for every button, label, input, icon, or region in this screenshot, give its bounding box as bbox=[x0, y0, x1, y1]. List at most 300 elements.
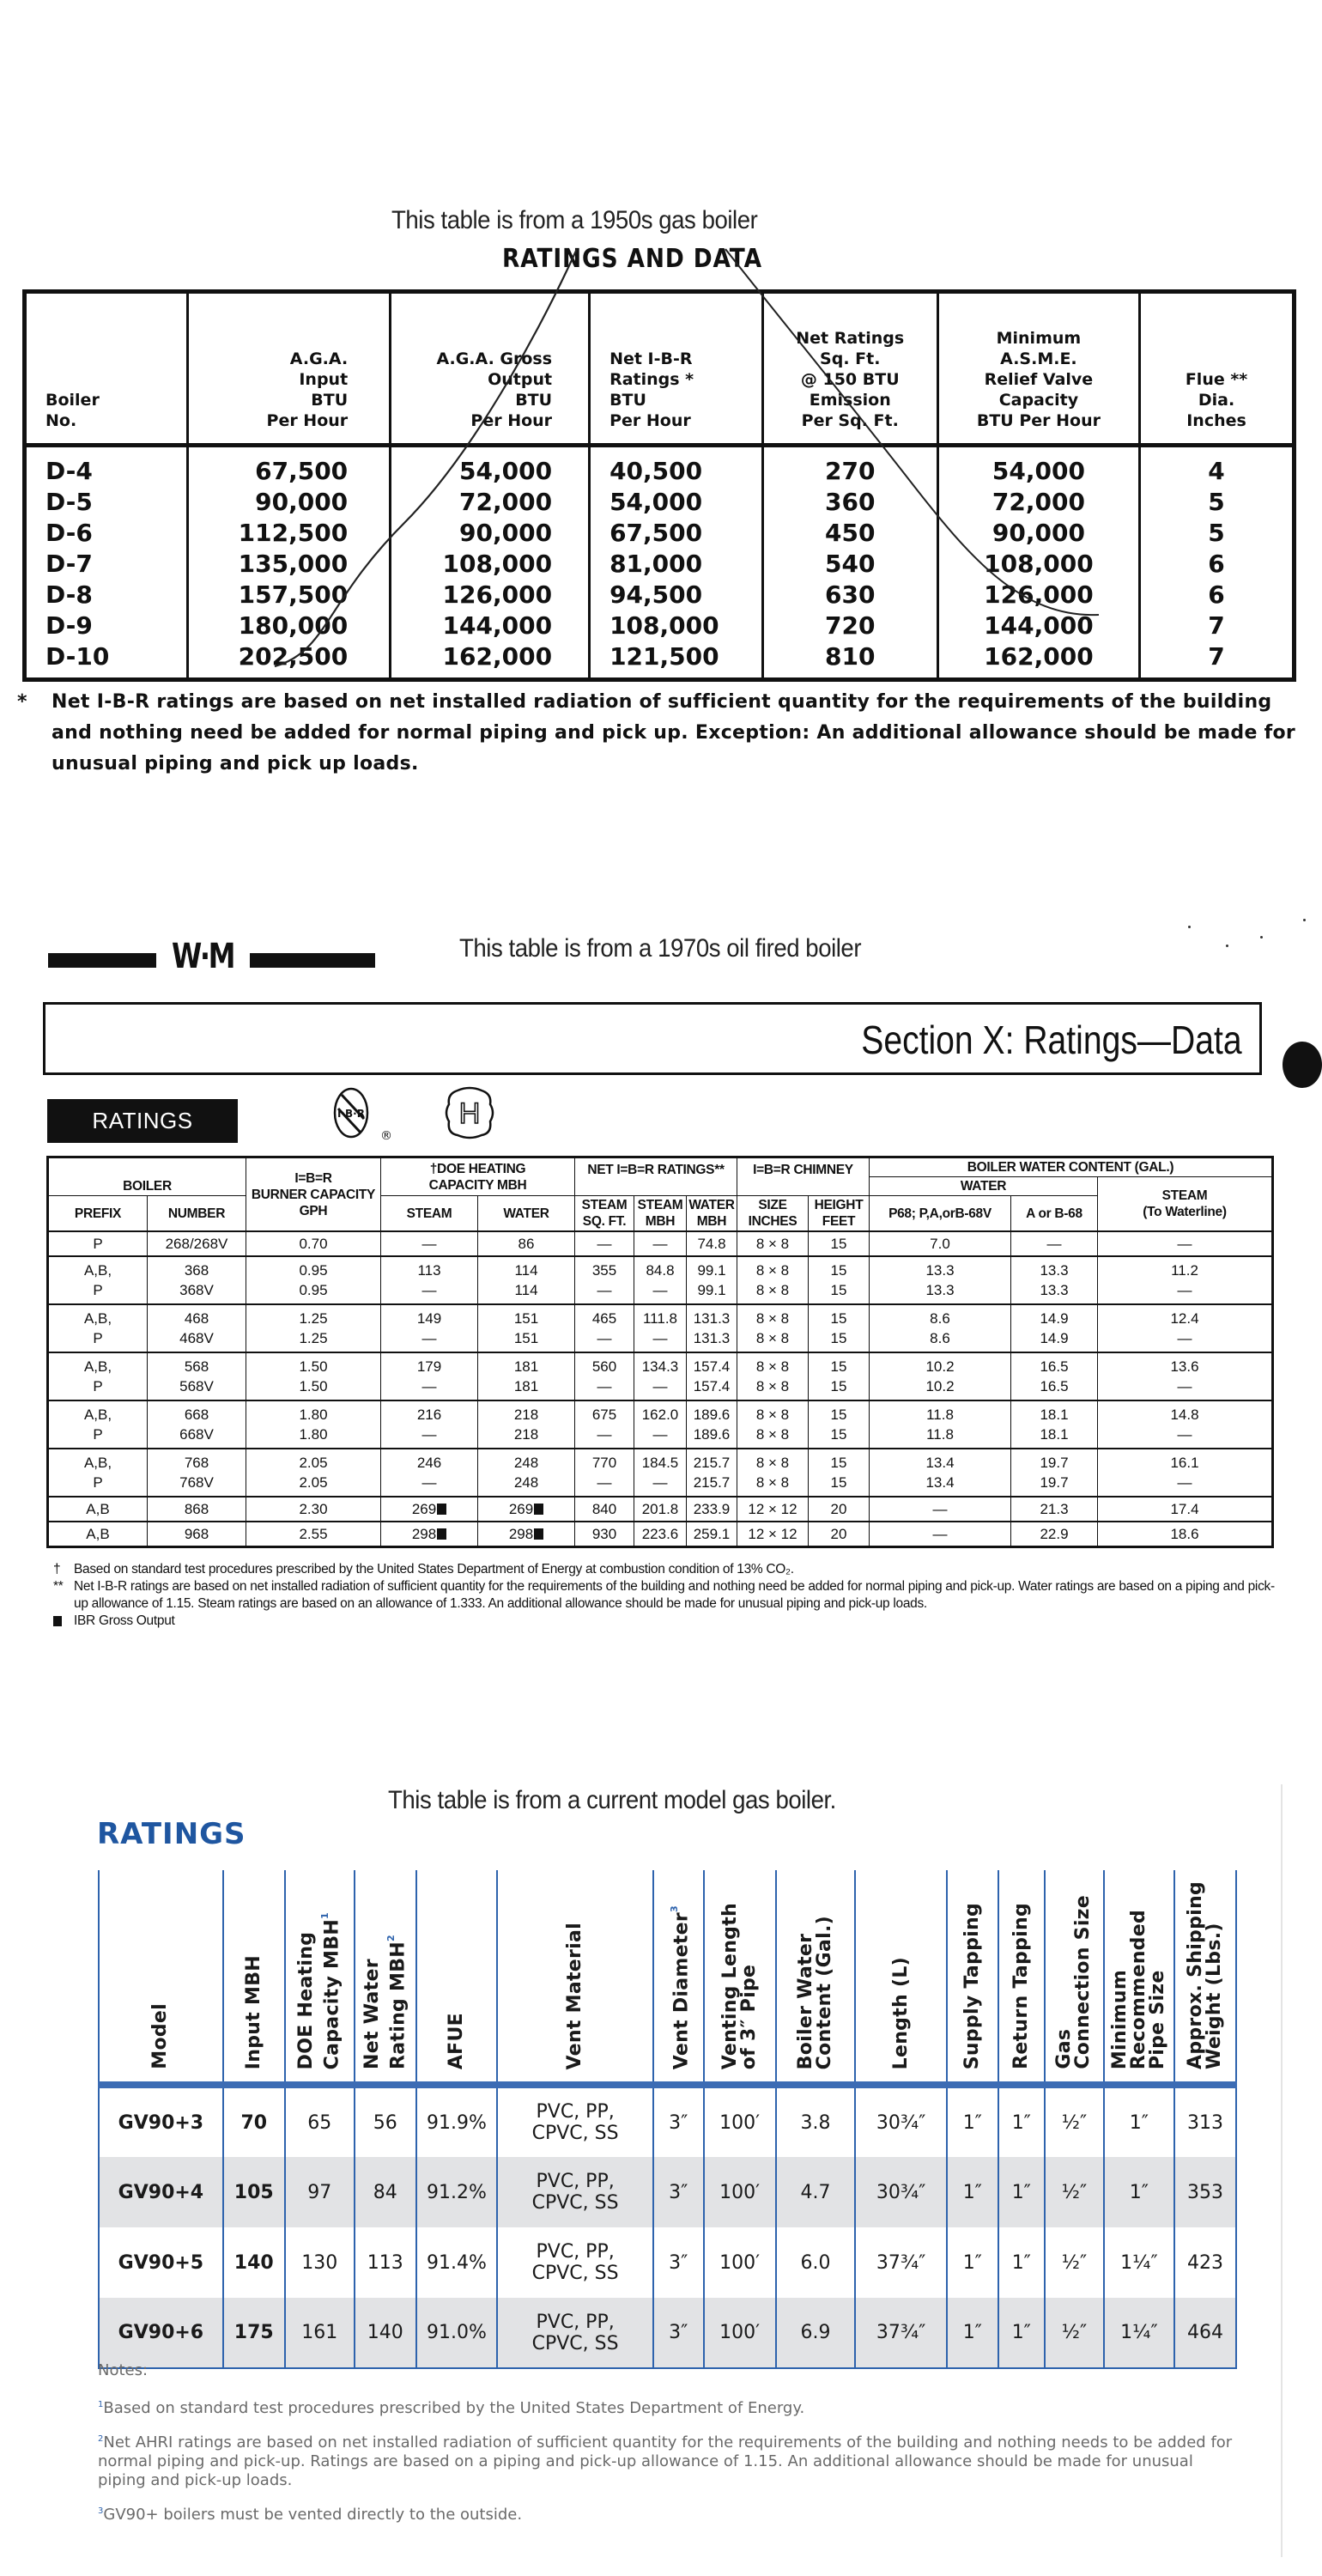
cell-value: 298 bbox=[480, 1524, 573, 1544]
table-cell: 100′ bbox=[704, 2085, 776, 2157]
header-chimney: I=B=R CHIMNEY bbox=[737, 1157, 870, 1196]
cell-prefix bbox=[48, 1449, 148, 1497]
cell-w-p68 bbox=[870, 1449, 1011, 1497]
cell-value: 8 × 8 bbox=[755, 1455, 790, 1471]
header-net-water-mbh bbox=[687, 1196, 737, 1232]
cell-w-p68 bbox=[870, 1522, 1011, 1547]
cell-value: 126,000 bbox=[984, 580, 1094, 609]
cell-gph bbox=[246, 1231, 381, 1256]
cell-net-steam bbox=[634, 1352, 687, 1400]
header-line: @ 150 BTU bbox=[800, 370, 900, 389]
table-cell: ½″ bbox=[1045, 2157, 1104, 2227]
cell-value: 99.1 bbox=[697, 1262, 726, 1279]
header-line: Per Sq. Ft. bbox=[801, 411, 899, 430]
table-cell bbox=[497, 2157, 653, 2227]
header-line: A.G.A. Gross bbox=[436, 349, 553, 368]
cell-net-sqft bbox=[575, 1256, 634, 1304]
cell-steam-wl bbox=[1098, 1256, 1273, 1304]
cell-value: D-8 bbox=[45, 580, 93, 609]
table-cell: 91.2% bbox=[416, 2157, 497, 2227]
note: $^2$Net AHRI ratings are based on net installed radiation of sufficient quantity for the requirements of the building and nothing needs to be added for normal piping and pick-up. Ratings are based on a piping and pick-up allowance of 1.15. An additional allowance should be made for unusual piping and pick-up loads. bbox=[98, 2433, 1233, 2489]
cell-height bbox=[809, 1497, 870, 1522]
cell-value: — bbox=[421, 1236, 437, 1252]
table-cell: 423 bbox=[1174, 2227, 1236, 2298]
cell-w-ab68 bbox=[1011, 1304, 1098, 1352]
cell-gph bbox=[246, 1256, 381, 1304]
cell-number bbox=[148, 1400, 246, 1449]
cell-number bbox=[148, 1497, 246, 1522]
cell-value: 6 bbox=[1208, 550, 1225, 578]
cell-doe-steam bbox=[381, 1400, 478, 1449]
table-cell: 1″ bbox=[998, 2298, 1045, 2368]
table-cell: 6.9 bbox=[776, 2298, 855, 2368]
cell-w-p68 bbox=[870, 1497, 1011, 1522]
cell-w-ab68 bbox=[1011, 1231, 1098, 1256]
cell-value: 157.4 bbox=[693, 1378, 731, 1394]
cell-value: 269 bbox=[383, 1499, 476, 1519]
footnote-ref: 3 bbox=[98, 2506, 104, 2516]
cell-value: 84.8 bbox=[646, 1262, 675, 1279]
cell-doe-water bbox=[478, 1231, 575, 1256]
cell-prefix bbox=[48, 1497, 148, 1522]
cell-value: 81,000 bbox=[609, 550, 703, 578]
column-header bbox=[776, 1870, 855, 2085]
cell-value: 181 bbox=[513, 1378, 539, 1394]
footnote-marker: ** bbox=[53, 1579, 64, 1594]
cell-doe-water bbox=[478, 1352, 575, 1400]
header-number: NUMBER bbox=[148, 1196, 246, 1232]
cell-value: 157.4 bbox=[693, 1358, 731, 1375]
cell-value: 114 bbox=[514, 1262, 538, 1279]
cell-value: 12 × 12 bbox=[748, 1526, 797, 1542]
header-water-p68: P68; P,A,orB-68V bbox=[870, 1196, 1011, 1232]
cell-value: 13.3 bbox=[1040, 1262, 1069, 1279]
cell-value: — bbox=[932, 1501, 948, 1517]
table-cell: 30¾″ bbox=[855, 2085, 947, 2157]
cell-value: 189.6 bbox=[693, 1426, 731, 1443]
cell-net-sqft bbox=[575, 1304, 634, 1352]
cell-value: 108,000 bbox=[442, 550, 553, 578]
header-line: BTU Per Hour bbox=[976, 411, 1101, 430]
cell-value: 8 × 8 bbox=[755, 1282, 790, 1298]
footnote bbox=[53, 1561, 1281, 1578]
header-prefix: PREFIX bbox=[48, 1196, 148, 1232]
header-line: Sq. Ft. bbox=[820, 349, 881, 368]
header-chimney-size bbox=[737, 1196, 809, 1232]
header-line: Inches bbox=[1186, 411, 1246, 430]
ratings-and-data-title: RATINGS AND DATA bbox=[502, 244, 762, 274]
cell-net-water bbox=[687, 1400, 737, 1449]
cell-value: 67,500 bbox=[255, 457, 349, 485]
header-net-steam-sqft bbox=[575, 1196, 634, 1232]
note: $^1$Based on standard test procedures prescribed by the United States Department of Energy. bbox=[98, 2399, 805, 2417]
table-cell bbox=[497, 2085, 653, 2157]
cell-line: CPVC, SS bbox=[531, 2123, 619, 2144]
header-line: Net I-B-R bbox=[609, 349, 693, 368]
table-cell: 161 bbox=[285, 2298, 355, 2368]
cell-net-sqft bbox=[575, 1352, 634, 1400]
cell-value: 112,500 bbox=[238, 519, 349, 547]
cell-prefix bbox=[48, 1352, 148, 1400]
table-cell: 6.0 bbox=[776, 2227, 855, 2298]
table-cell: 37¾″ bbox=[855, 2227, 947, 2298]
table-row bbox=[99, 2085, 1236, 2157]
cell-net-steam bbox=[634, 1304, 687, 1352]
column-header bbox=[1140, 292, 1295, 446]
cell-size bbox=[737, 1522, 809, 1547]
cell-value: 15 bbox=[830, 1455, 847, 1471]
table-cell: 1″ bbox=[998, 2227, 1045, 2298]
notes-header: Notes: bbox=[98, 2361, 149, 2379]
header-line: No. bbox=[45, 411, 77, 430]
scan-speck bbox=[1188, 926, 1191, 928]
cell-value: 16.5 bbox=[1040, 1378, 1069, 1394]
header-net-steam-mbh bbox=[634, 1196, 687, 1232]
cell-value: — bbox=[597, 1236, 612, 1252]
header-chimney-height bbox=[809, 1196, 870, 1232]
cell-w-p68 bbox=[870, 1256, 1011, 1304]
cell-value: 13.3 bbox=[925, 1262, 955, 1279]
cell-net-steam bbox=[634, 1256, 687, 1304]
cell-value: 134.3 bbox=[641, 1358, 679, 1375]
header-doe-water: WATER bbox=[478, 1196, 575, 1232]
cell-value: 568V bbox=[179, 1378, 214, 1394]
table-cell: 84 bbox=[355, 2157, 416, 2227]
cell-doe-water bbox=[478, 1304, 575, 1352]
cell-value: 17.4 bbox=[1170, 1501, 1199, 1517]
cell-value: 248 bbox=[513, 1455, 539, 1471]
scan-speck bbox=[1303, 919, 1306, 921]
table-cell: 3″ bbox=[653, 2085, 704, 2157]
ibr-logo-icon bbox=[324, 1086, 378, 1139]
cell-height bbox=[809, 1400, 870, 1449]
cell-value: 0.70 bbox=[299, 1236, 328, 1252]
cell-net-sqft bbox=[575, 1522, 634, 1547]
column-header bbox=[1174, 1870, 1236, 2085]
cell-doe-water bbox=[478, 1497, 575, 1522]
cell-value: 72,000 bbox=[992, 488, 1085, 516]
cell-value: 675 bbox=[591, 1406, 617, 1423]
table-cell: 3″ bbox=[653, 2227, 704, 2298]
cell-net-steam bbox=[634, 1497, 687, 1522]
cell-value: 111.8 bbox=[642, 1310, 678, 1327]
footnote-text: IBR Gross Output bbox=[74, 1613, 175, 1628]
cell-value: 151 bbox=[513, 1310, 539, 1327]
cell-doe-steam bbox=[381, 1352, 478, 1400]
header-line: BURNER CAPACITY bbox=[251, 1187, 376, 1202]
cell-value: 768V bbox=[179, 1474, 214, 1491]
cell-model: GV90+6 bbox=[99, 2298, 223, 2368]
cell-value: 10.2 bbox=[925, 1358, 955, 1375]
cell-steam-wl bbox=[1098, 1304, 1273, 1352]
cell-value: 15 bbox=[830, 1310, 847, 1327]
cell-gph bbox=[246, 1449, 381, 1497]
ratings-table-1950s bbox=[22, 289, 1296, 682]
header-doe-steam: STEAM bbox=[381, 1196, 478, 1232]
header-line: Emission bbox=[809, 391, 891, 410]
cell-value: 223.6 bbox=[641, 1526, 679, 1542]
cell-doe-steam bbox=[381, 1231, 478, 1256]
cell-value: 90,000 bbox=[992, 519, 1085, 547]
cell-value: 108,000 bbox=[984, 550, 1094, 578]
cell-value: 770 bbox=[591, 1455, 617, 1471]
column-header bbox=[855, 1870, 947, 2085]
table-cell: 91.0% bbox=[416, 2298, 497, 2368]
cell-height bbox=[809, 1352, 870, 1400]
cell-w-p68 bbox=[870, 1304, 1011, 1352]
cell-value: 15 bbox=[830, 1262, 847, 1279]
cell-value: P bbox=[93, 1236, 103, 1252]
cell-prefix bbox=[48, 1522, 148, 1547]
header-net-ibr: NET I=B=R RATINGS** bbox=[575, 1157, 737, 1196]
cell-value: 8 × 8 bbox=[755, 1406, 790, 1423]
cell-value: 12 × 12 bbox=[748, 1501, 797, 1517]
table-cell: ½″ bbox=[1045, 2085, 1104, 2157]
header-line: Ratings * bbox=[609, 370, 694, 389]
cell-net-water bbox=[687, 1352, 737, 1400]
column-cell bbox=[25, 446, 188, 680]
cell-value: P bbox=[93, 1474, 103, 1491]
table-cell: 1″ bbox=[1104, 2085, 1174, 2157]
header-label: Input MBH bbox=[242, 1954, 264, 2069]
cell-size bbox=[737, 1400, 809, 1449]
table-row bbox=[48, 1352, 1273, 1400]
header-label: Length (L) bbox=[889, 1956, 912, 2069]
cell-value: 2.30 bbox=[299, 1501, 328, 1517]
cell-value: A,B, bbox=[83, 1406, 112, 1423]
cell-value: 15 bbox=[830, 1406, 847, 1423]
cell-value: — bbox=[652, 1378, 668, 1394]
ibr-logo-text: I·B·R bbox=[337, 1108, 365, 1120]
cell-value: A,B bbox=[86, 1501, 110, 1517]
cell-value: 14.9 bbox=[1040, 1330, 1069, 1346]
cell-line: PVC, PP, bbox=[536, 2101, 615, 2123]
cell-net-steam bbox=[634, 1400, 687, 1449]
cell-value: 5 bbox=[1208, 488, 1225, 516]
header-label: Minimum Recommended Pipe Size bbox=[1108, 1909, 1168, 2069]
cell-value: 8.6 bbox=[930, 1310, 950, 1327]
cell-value: 202,500 bbox=[238, 642, 349, 671]
table-cell: 1¼″ bbox=[1104, 2227, 1174, 2298]
cell-value: 162.0 bbox=[641, 1406, 679, 1423]
header-rule-left bbox=[48, 953, 156, 968]
table-cell: 3″ bbox=[653, 2298, 704, 2368]
cell-value: 2.05 bbox=[299, 1455, 328, 1471]
cell-value: 13.3 bbox=[1040, 1282, 1069, 1298]
cell-steam-wl bbox=[1098, 1449, 1273, 1497]
cell-steam-wl bbox=[1098, 1497, 1273, 1522]
header-boiler: BOILER bbox=[48, 1157, 246, 1196]
cell-value: 108,000 bbox=[609, 611, 719, 640]
cell-value: 20 bbox=[830, 1526, 847, 1542]
cell-number bbox=[148, 1256, 246, 1304]
cell-doe-steam bbox=[381, 1256, 478, 1304]
cell-value: 768 bbox=[184, 1455, 209, 1471]
cell-value: 40,500 bbox=[609, 457, 703, 485]
header-steam-group bbox=[1098, 1177, 1273, 1232]
cell-height bbox=[809, 1522, 870, 1547]
header-line: Per Hour bbox=[470, 411, 553, 430]
cell-value: — bbox=[652, 1426, 668, 1443]
column-header bbox=[391, 292, 590, 446]
header-label: Venting Length of 3″ Pipe bbox=[719, 1902, 760, 2069]
cell-net-sqft bbox=[575, 1449, 634, 1497]
cell-value: 151 bbox=[513, 1330, 539, 1346]
table-row bbox=[48, 1522, 1273, 1547]
table-header-row bbox=[25, 292, 1295, 446]
cell-value: D-10 bbox=[45, 642, 110, 671]
cell-value: 19.7 bbox=[1040, 1474, 1069, 1491]
column-cell bbox=[391, 446, 590, 680]
cell-value: 360 bbox=[825, 488, 876, 516]
header-line: HEIGHT bbox=[814, 1198, 864, 1212]
cell-value: A,B, bbox=[83, 1358, 112, 1375]
table-cell: 1″ bbox=[1104, 2157, 1174, 2227]
cell-value: 15 bbox=[830, 1358, 847, 1375]
cell-w-p68 bbox=[870, 1352, 1011, 1400]
header-line: SQ. FT. bbox=[582, 1214, 627, 1229]
cell-doe-water bbox=[478, 1522, 575, 1547]
header-label: AFUE bbox=[445, 2012, 467, 2069]
column-header bbox=[223, 1870, 285, 2085]
header-line: BTU bbox=[609, 391, 646, 410]
column-header bbox=[947, 1870, 998, 2085]
cell-value: 668V bbox=[179, 1426, 214, 1443]
cell-value: 1.25 bbox=[299, 1330, 328, 1346]
ratings-table-current bbox=[98, 1870, 1237, 2369]
cell-value: 144,000 bbox=[442, 611, 553, 640]
cell-value: 126,000 bbox=[442, 580, 553, 609]
cell-value: 355 bbox=[591, 1262, 617, 1279]
cell-value: 54,000 bbox=[459, 457, 553, 485]
cell-net-steam bbox=[634, 1522, 687, 1547]
cell-model: GV90+5 bbox=[99, 2227, 223, 2298]
cell-value: 13.4 bbox=[925, 1455, 955, 1471]
section-header-box bbox=[43, 1002, 1262, 1075]
asme-h-stamp-icon bbox=[442, 1085, 497, 1140]
table-cell: 140 bbox=[223, 2227, 285, 2298]
table-cell: 1″ bbox=[947, 2298, 998, 2368]
cell-number bbox=[148, 1449, 246, 1497]
cell-value: — bbox=[652, 1282, 668, 1298]
cell-value: 259.1 bbox=[693, 1526, 731, 1542]
cell-height bbox=[809, 1231, 870, 1256]
table-cell: 4.7 bbox=[776, 2157, 855, 2227]
header-label: Boiler Water Content (Gal.) bbox=[794, 1915, 835, 2069]
cell-value: 368V bbox=[179, 1282, 214, 1298]
cell-value: 5 bbox=[1208, 519, 1225, 547]
table-cell: 1″ bbox=[998, 2085, 1045, 2157]
table-cell: 3″ bbox=[653, 2157, 704, 2227]
footnote-marker bbox=[53, 1616, 62, 1626]
cell-value: 72,000 bbox=[459, 488, 553, 516]
cell-value: — bbox=[1177, 1282, 1192, 1298]
header-label: Vent Material bbox=[564, 1922, 586, 2069]
cell-size bbox=[737, 1497, 809, 1522]
footnote-ref: 2 bbox=[385, 1935, 397, 1941]
cell-value: A,B, bbox=[83, 1455, 112, 1471]
ratings-badge: RATINGS bbox=[47, 1099, 238, 1143]
cell-value: 968 bbox=[184, 1526, 209, 1542]
cell-value: 270 bbox=[825, 457, 876, 485]
cell-value: 560 bbox=[591, 1358, 617, 1375]
cell-gph bbox=[246, 1497, 381, 1522]
table-cell: 1¼″ bbox=[1104, 2298, 1174, 2368]
section-title: Section X: Ratings—Data bbox=[861, 1018, 1242, 1062]
cell-prefix bbox=[48, 1400, 148, 1449]
cell-value: 269 bbox=[480, 1499, 573, 1519]
cell-net-steam bbox=[634, 1449, 687, 1497]
cell-value: — bbox=[421, 1378, 437, 1394]
cell-gph bbox=[246, 1304, 381, 1352]
cell-value: 74.8 bbox=[697, 1236, 726, 1252]
table-cell: 30¾″ bbox=[855, 2157, 947, 2227]
cell-w-p68 bbox=[870, 1231, 1011, 1256]
header-water-content: BOILER WATER CONTENT (GAL.) bbox=[870, 1157, 1273, 1177]
cell-value: 15 bbox=[830, 1426, 847, 1443]
table-row bbox=[48, 1400, 1273, 1449]
cell-value: 720 bbox=[825, 611, 876, 640]
header-line: Boiler bbox=[45, 391, 100, 410]
notes-current bbox=[98, 2361, 1240, 2537]
cell-value: 114 bbox=[514, 1282, 538, 1298]
cell-value: — bbox=[597, 1378, 612, 1394]
cell-doe-steam bbox=[381, 1497, 478, 1522]
cell-doe-steam bbox=[381, 1304, 478, 1352]
table-cell: 37¾″ bbox=[855, 2298, 947, 2368]
ibr-gross-output-marker bbox=[534, 1504, 543, 1515]
column-cell bbox=[762, 446, 937, 680]
cell-number bbox=[148, 1522, 246, 1547]
footnote-net-ibr bbox=[17, 687, 1313, 780]
cell-value: 8 × 8 bbox=[755, 1310, 790, 1327]
cell-net-water bbox=[687, 1304, 737, 1352]
cell-value: 18.1 bbox=[1040, 1406, 1069, 1423]
cell-value: 99.1 bbox=[697, 1282, 726, 1298]
cell-value: 868 bbox=[184, 1501, 209, 1517]
cell-value: 131.3 bbox=[693, 1330, 731, 1346]
table-row bbox=[99, 2157, 1236, 2227]
cell-value: 1.80 bbox=[299, 1426, 328, 1443]
page-edge-line bbox=[1281, 1784, 1283, 2557]
cell-value: 233.9 bbox=[693, 1501, 731, 1517]
header-line: BTU bbox=[311, 391, 349, 410]
cell-gph bbox=[246, 1400, 381, 1449]
caption-current: This table is from a current model gas boiler. bbox=[388, 1786, 836, 1814]
cell-value: A,B, bbox=[83, 1310, 112, 1327]
cell-prefix bbox=[48, 1256, 148, 1304]
cell-value: D-9 bbox=[45, 611, 93, 640]
cell-line: PVC, PP, bbox=[536, 2171, 615, 2192]
header-label: Net Water Rating MBH$^2$ bbox=[361, 1935, 409, 2069]
header-line: I=B=R bbox=[294, 1170, 332, 1186]
cell-value: — bbox=[421, 1282, 437, 1298]
cell-steam-wl bbox=[1098, 1231, 1273, 1256]
cell-value: 15 bbox=[830, 1282, 847, 1298]
header-line: A.S.M.E. bbox=[1000, 349, 1077, 368]
header-label: Return Tapping bbox=[1010, 1903, 1032, 2069]
cell-steam-wl bbox=[1098, 1352, 1273, 1400]
ibr-gross-output-marker bbox=[437, 1528, 446, 1540]
cell-value: — bbox=[1046, 1236, 1062, 1252]
cell-value: 157,500 bbox=[238, 580, 349, 609]
footnote-text: Net I-B-R ratings are based on net installed radiation of sufficient quantity for the requirements of the building and nothing need be added for normal piping and pick up. Exception: An additional allowance should be made for unusual piping and pick up loads. bbox=[52, 691, 1296, 775]
cell-value: — bbox=[1177, 1330, 1192, 1346]
table-cell: 130 bbox=[285, 2227, 355, 2298]
footnote-text: Based on standard test procedures prescribed by the United States Department of Energy at combustion condition of 13% CO₂. bbox=[74, 1562, 794, 1577]
column-cell bbox=[187, 446, 391, 680]
table-cell: 313 bbox=[1174, 2085, 1236, 2157]
